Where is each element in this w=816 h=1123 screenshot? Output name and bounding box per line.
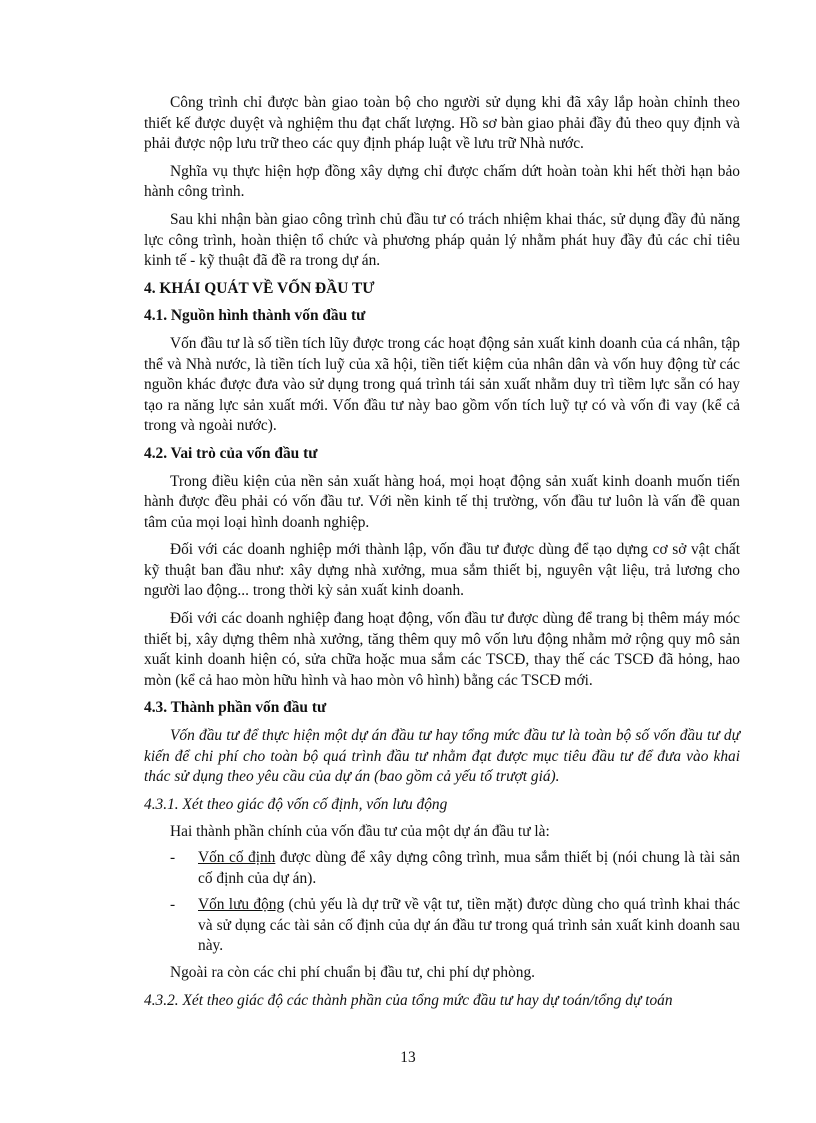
paragraph-investor-responsibility: Sau khi nhận bàn giao công trình chủ đầu tư có trách nhiệm khai thác, sử dụng đầy đủ năng lực công trình, hoàn thiện tổ chức và phương pháp quản lý nhằm phát huy đầy đủ các chỉ tiêu kinh tế - kỹ thuật đã đề ra trong dự án. (144, 210, 740, 270)
document-page (144, 93, 740, 1018)
page-number: 13 (400, 1049, 416, 1066)
working-capital-description: (chủ yếu là dự trữ về vật tư, tiền mặt) được dùng cho quá trình khai thác và sử dụng các tài sản cố định của dự án đầu tư trong quá trình sản xuất kinh doanh sau này. (198, 896, 740, 955)
term-fixed-capital: Vốn cố định (198, 849, 276, 866)
bullet-body (198, 848, 740, 889)
section-4-3-2-heading: 4.3.2. Xét theo giác độ các thành phần của tổng mức đầu tư hay dự toán/tổng dự toán (144, 991, 673, 1009)
paragraph-capital-role-3: Đối với các doanh nghiệp đang hoạt động, vốn đầu tư được dùng để trang bị thêm máy móc thiết bị, xây dựng thêm nhà xưởng, tăng thêm quy mô vốn lưu động nhằm mở rộng quy mô sản xuất kinh doanh hiện có, sửa chữa hoặc mua sắm các TSCĐ, thay thế các TSCĐ đã hỏng, hao mòn (kể cả hao mòn hữu hình và hao mòn vô hình) bằng các TSCĐ mới. (144, 610, 740, 689)
paragraph-capital-role-1: Trong điều kiện của nền sản xuất hàng hoá, mọi hoạt động sản xuất kinh doanh muốn tiến hành được đều phải có vốn đầu tư. Với nền kinh tế thị trường, vốn đầu tư luôn là vấn đề quan tâm của mọi loại hình doanh nghiệp. (144, 472, 740, 531)
paragraph-other-costs: Ngoài ra còn các chi phí chuẩn bị đầu tư, chi phí dự phòng. (170, 963, 536, 981)
bullet-body (198, 895, 740, 957)
list-item-fixed-capital (144, 848, 740, 889)
paragraph-two-components-intro: Hai thành phần chính của vốn đầu tư của một dự án đầu tư là: (170, 823, 550, 841)
section-4-2-heading: 4.2. Vai trò của vốn đầu tư (144, 444, 318, 462)
term-working-capital: Vốn lưu động (198, 896, 285, 914)
paragraph-capital-sources: Vốn đầu tư là số tiền tích lũy được trong các hoạt động sản xuất kinh doanh của cá nhân, tập thể và Nhà nước, là tiền tích luỹ của xã hội, tiền tiết kiệm của nhân dân và vốn huy động từ các nguồn khác được đưa vào sử dụng trong quá trình tái sản xuất nhằm duy trì tiềm lực sẵn có hay tạo ra năng lực sản xuất mới. Vốn đầu tư này bao gồm vốn tích luỹ tự có và vốn đi vay (kể cả trong và ngoài nước). (144, 334, 740, 435)
list-item-working-capital (144, 895, 740, 957)
paragraph-capital-components: Vốn đầu tư để thực hiện một dự án đầu tư hay tổng mức đầu tư là toàn bộ số vốn đầu tư dự kiến để chi phí cho toàn bộ quá trình đầu tư nhằm đạt được mục tiêu đầu tư để đưa vào khai thác sử dụng theo yêu cầu của dự án (bao gồm cả yếu tố trượt giá). (144, 727, 740, 786)
section-4-heading: 4. KHÁI QUÁT VỀ VỐN ĐẦU TƯ (144, 279, 375, 297)
fixed-capital-description: được dùng để xây dựng công trình, mua sắm thiết bị (nói chung là tài sản cố định của dự án). (198, 849, 740, 887)
paragraph-contract-obligation: Nghĩa vụ thực hiện hợp đồng xây dựng chỉ được chấm dứt hoàn toàn khi hết thời hạn bảo hành công trình. (144, 162, 740, 201)
paragraph-handover: Công trình chỉ được bàn giao toàn bộ cho người sử dụng khi đã xây lắp hoàn chỉnh theo thiết kế được duyệt và nghiệm thu đạt chất lượng. Hồ sơ bàn giao phải đầy đủ theo quy định và phải được nộp lưu trữ theo các quy định pháp luật về lưu trữ Nhà nước. (144, 94, 740, 153)
bullet-dash: - (170, 896, 176, 914)
section-4-1-heading: 4.1. Nguồn hình thành vốn đầu tư (144, 307, 366, 325)
section-4-3-heading: 4.3. Thành phần vốn đầu tư (144, 699, 327, 717)
section-4-3-1-heading: 4.3.1. Xét theo giác độ vốn cố định, vốn lưu động (144, 795, 448, 813)
bullet-dash: - (170, 849, 176, 866)
paragraph-capital-role-2: Đối với các doanh nghiệp mới thành lập, vốn đầu tư được dùng để tạo dựng cơ sở vật chất kỹ thuật ban đầu như: xây dựng nhà xưởng, mua sắm thiết bị, nguyên vật liệu, trả lương cho người lao động... trong thời kỳ sản xuất kinh doanh. (144, 541, 740, 600)
